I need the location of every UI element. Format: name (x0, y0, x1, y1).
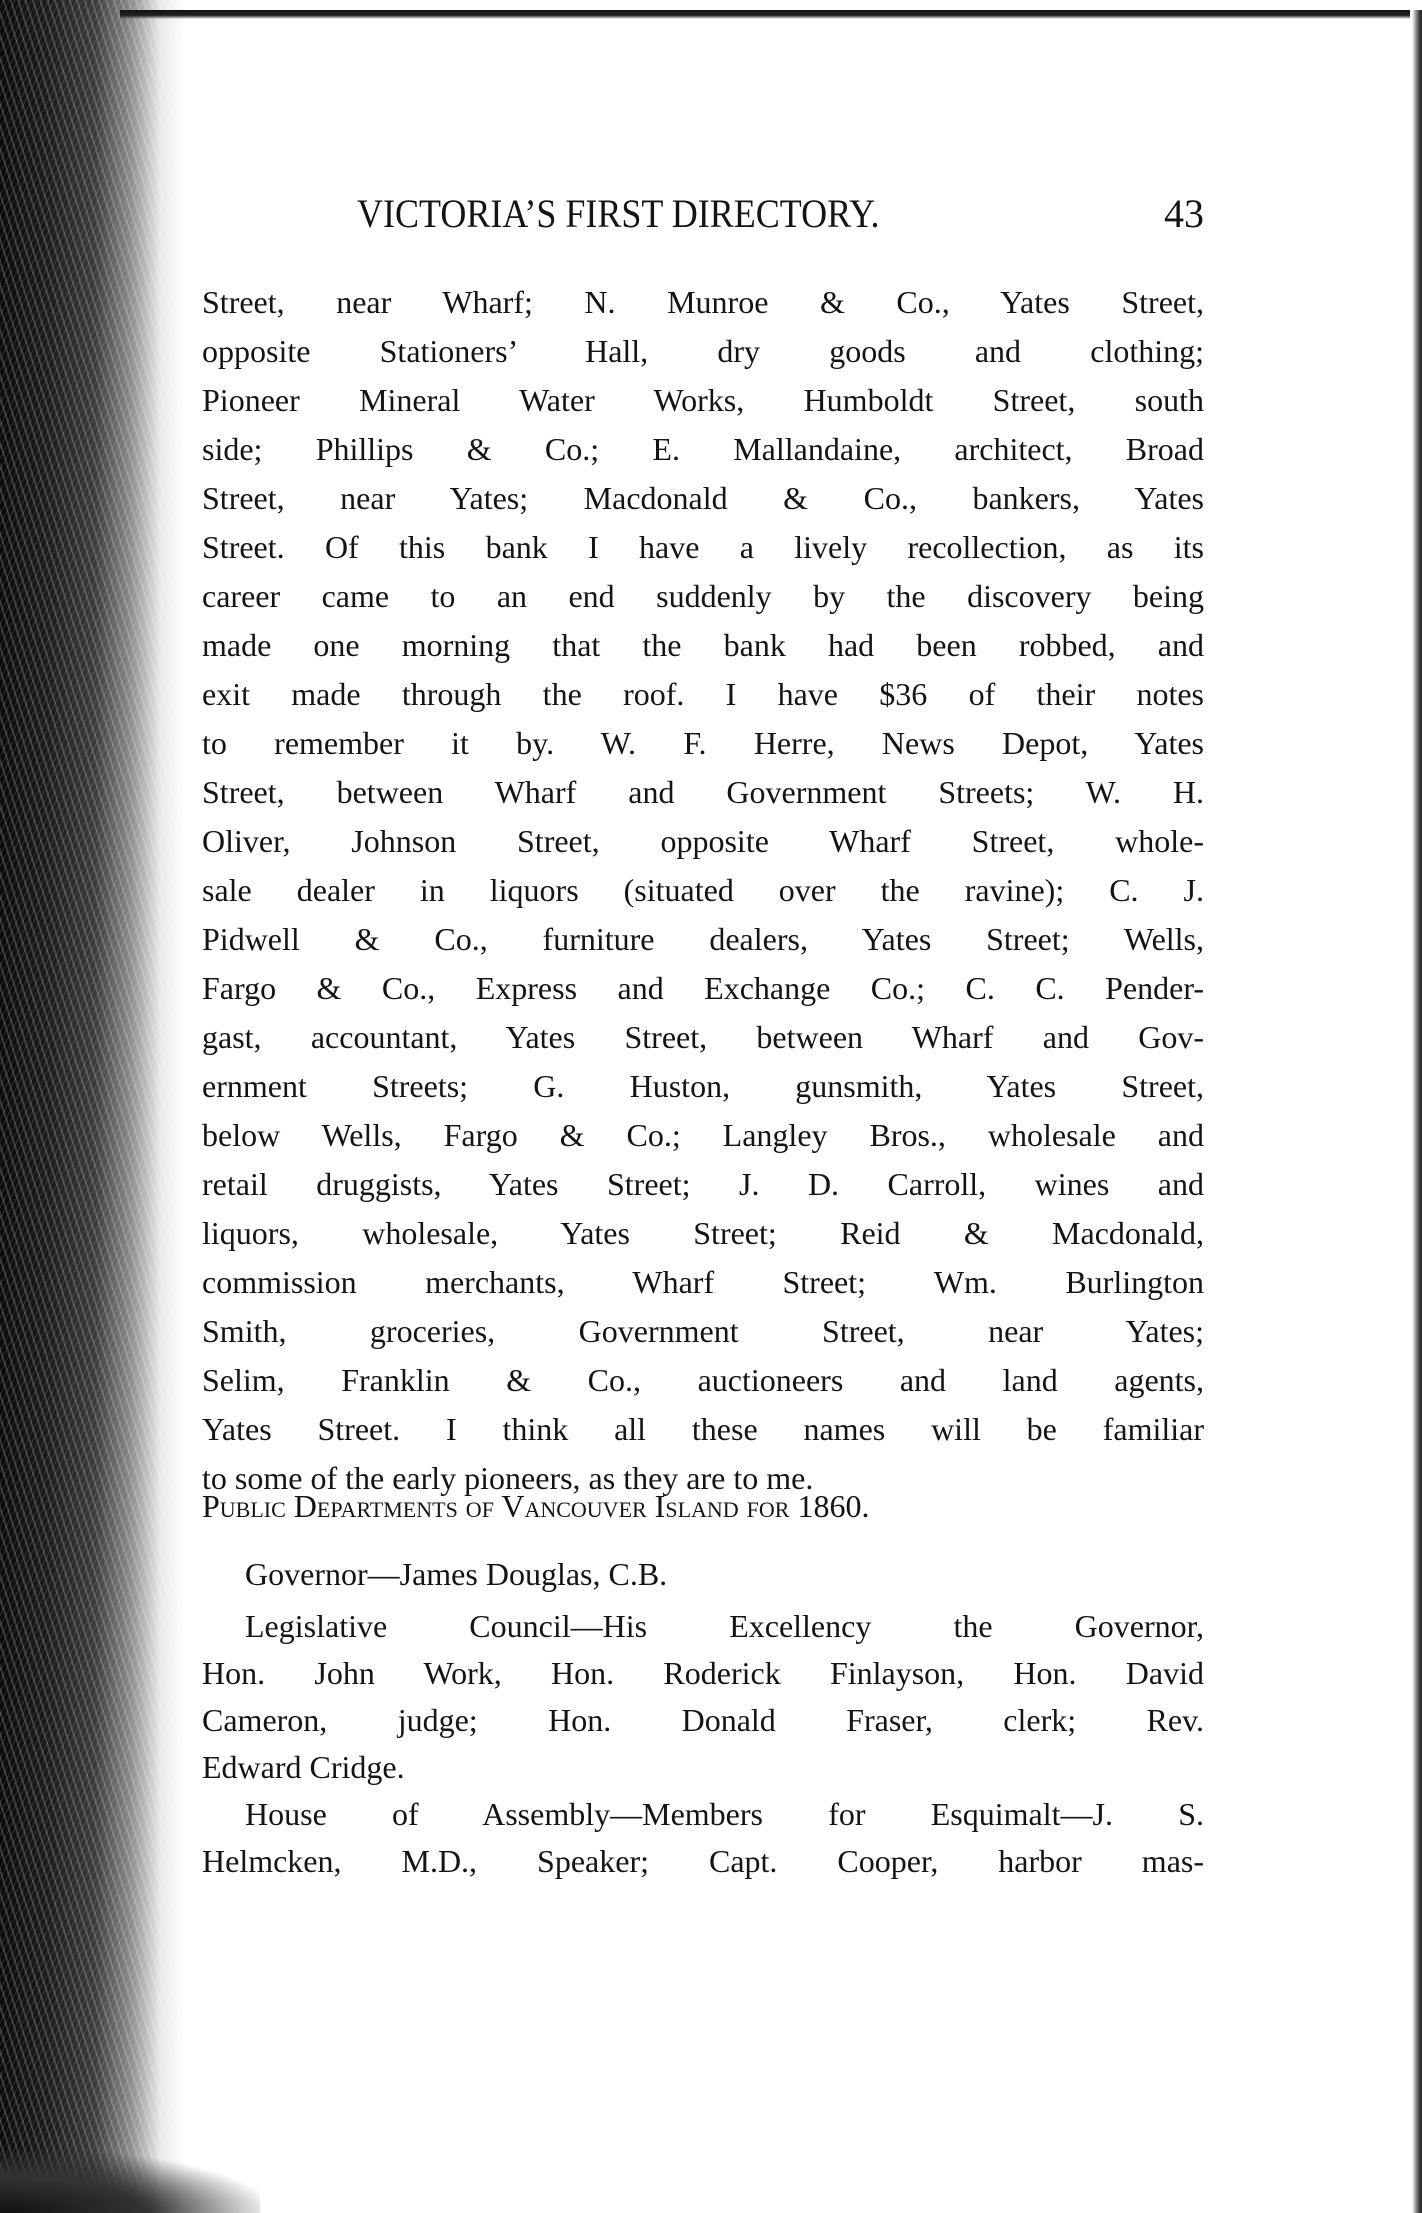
text-line: to remember it by. W. F. Herre, News Depot, Yates (202, 725, 1204, 761)
text-line: Edward Cridge. (202, 1749, 405, 1785)
book-gutter-shadow (0, 0, 190, 2213)
running-header (202, 190, 1204, 240)
text-line: side; Phillips & Co.; E. Mallandaine, architect, Broad (202, 431, 1204, 467)
text-line: exit made through the roof. I have $36 of their notes (202, 676, 1204, 712)
text-line: sale dealer in liquors (situated over the ravine); C. J. (202, 872, 1204, 908)
text-line: Oliver, Johnson Street, opposite Wharf Street, whole- (202, 823, 1204, 859)
text-line: career came to an end suddenly by the discovery being (202, 578, 1204, 614)
section-heading: Public Departments of Vancouver Island for 1860. (202, 1488, 870, 1524)
page-bottom-corner-shadow (0, 2150, 260, 2213)
page-right-edge (1412, 10, 1422, 2213)
text-line: commission merchants, Wharf Street; Wm. Burlington (202, 1264, 1204, 1300)
text-line: Hon. John Work, Hon. Roderick Finlayson, Hon. David (202, 1655, 1204, 1691)
running-title: VICTORIA’S FIRST DIRECTORY. (357, 191, 880, 236)
text-line: ernment Streets; G. Huston, gunsmith, Yates Street, (202, 1068, 1204, 1104)
section-body (202, 1545, 1204, 1885)
text-line: Street, near Yates; Macdonald & Co., bankers, Yates (202, 480, 1204, 516)
text-line: Helmcken, M.D., Speaker; Capt. Cooper, harbor mas- (202, 1843, 1204, 1879)
text-line: liquors, wholesale, Yates Street; Reid & Macdonald, (202, 1215, 1204, 1251)
text-line: gast, accountant, Yates Street, between Wharf and Gov- (202, 1019, 1204, 1055)
text-line: Yates Street. I think all these names will be familiar (202, 1411, 1204, 1447)
page-number: 43 (1164, 191, 1204, 236)
text-line: Selim, Franklin & Co., auctioneers and land agents, (202, 1362, 1204, 1398)
text-line: below Wells, Fargo & Co.; Langley Bros., wholesale and (202, 1117, 1204, 1153)
text-line: Pidwell & Co., furniture dealers, Yates Street; Wells, (202, 921, 1204, 957)
text-line: Governor—James Douglas, C.B. (245, 1556, 668, 1592)
text-line: Street, between Wharf and Government Streets; W. H. (202, 774, 1204, 810)
text-line: retail druggists, Yates Street; J. D. Carroll, wines and (202, 1166, 1204, 1202)
page-top-edge (120, 10, 1410, 19)
text-line: made one morning that the bank had been robbed, and (202, 627, 1204, 663)
text-line: opposite Stationers’ Hall, dry goods and clothing; (202, 333, 1204, 369)
text-line: Street. Of this bank I have a lively recollection, as its (202, 529, 1204, 565)
text-line: Pioneer Mineral Water Works, Humboldt Street, south (202, 382, 1204, 418)
text-line: Cameron, judge; Hon. Donald Fraser, clerk; Rev. (202, 1702, 1204, 1738)
text-line: Street, near Wharf; N. Munroe & Co., Yates Street, (202, 284, 1204, 320)
text-line: Fargo & Co., Express and Exchange Co.; C. C. Pender- (202, 970, 1204, 1006)
text-line: Legislative Council—His Excellency the Governor, (245, 1608, 1204, 1644)
body-paragraph (202, 278, 1204, 1503)
text-line: to some of the early pioneers, as they are to me. (202, 1460, 814, 1496)
text-line: House of Assembly—Members for Esquimalt—J. S. (245, 1796, 1204, 1832)
text-line: Smith, groceries, Government Street, near Yates; (202, 1313, 1204, 1349)
